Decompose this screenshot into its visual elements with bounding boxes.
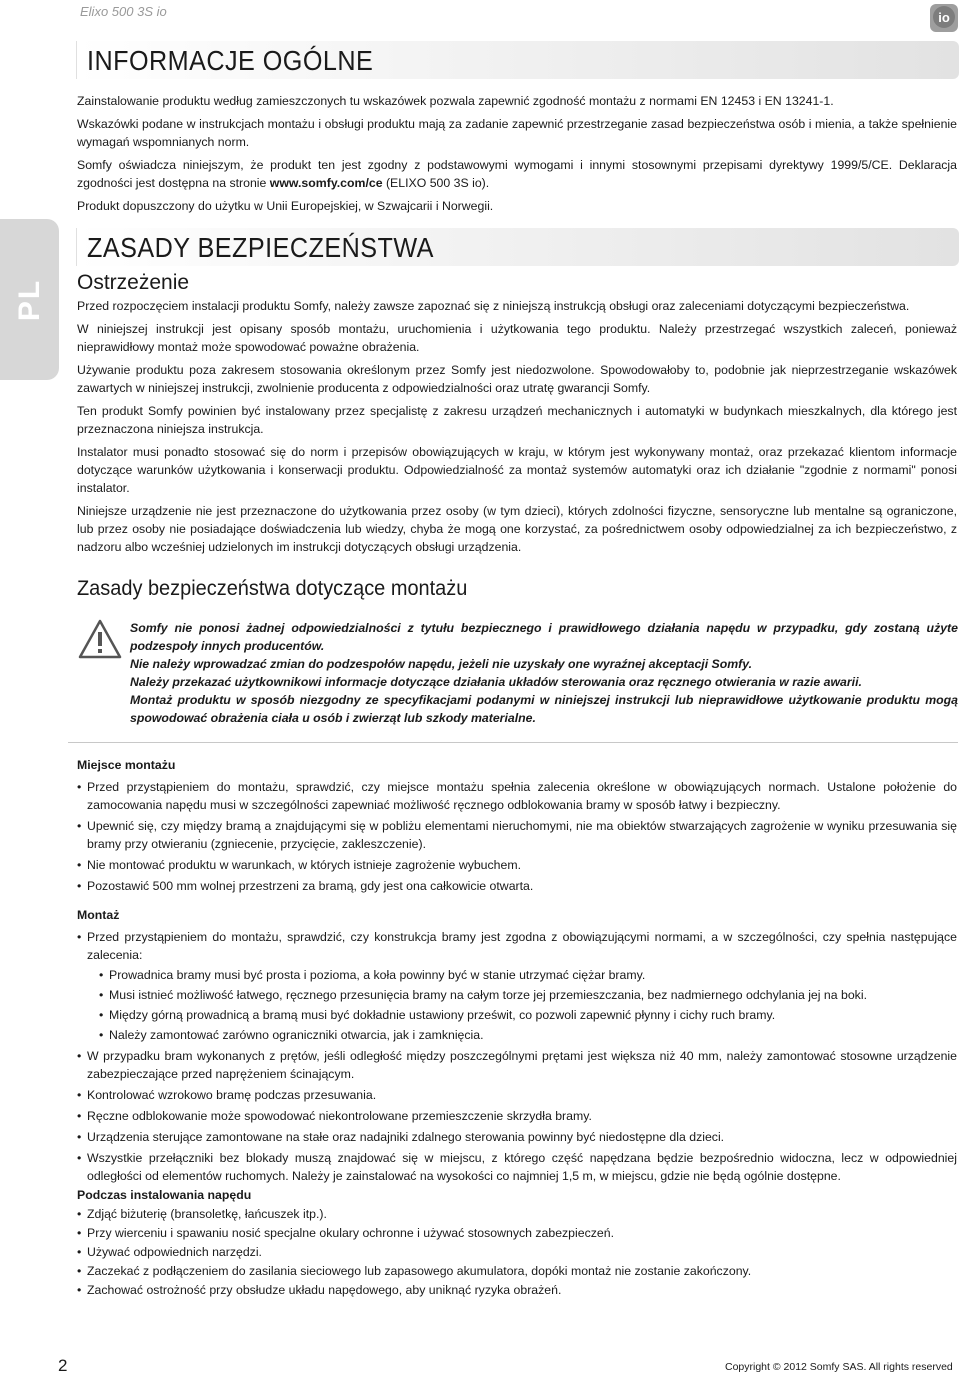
general-info-p2: Wskazówki podane w instrukcjach montażu i obsługi produktu mają za zadanie zapewnić przestrzeganie zasad bezpieczeństwa osób i mienia, a także spełnienie wymagań wspomnianych norm. — [77, 117, 957, 149]
montaz-title: Montaż — [77, 908, 120, 922]
general-info-p1: Zainstalowanie produktu według zamieszczonych tu wskazówek pozwala zapewnić zgodność montażu z normami EN 12453 i EN 13241-1. — [77, 94, 834, 108]
page-number: 2 — [58, 1356, 68, 1375]
list-item: • Pozostawić 500 mm wolnej przestrzeni za bramą, gdy jest ona całkowicie otwarta. — [87, 877, 957, 895]
sub-list-item: • Należy zamontować zarówno ograniczniki otwarcia, jak i zamknięcia. — [109, 1026, 957, 1044]
list-item: • Nie montować produktu w warunkach, w których istnieje zagrożenie wybuchem. — [87, 856, 957, 874]
somfy-ce-link[interactable]: www.somfy.com/ce — [269, 176, 383, 190]
warning-triangle-icon — [77, 618, 123, 660]
list-item: • Wszystkie przełączniki bez blokady muszą znajdować się w miejscu, z którego część napędzana będzie bezpośrednio widoczna, lecz w odpowiedniej odległości od elementów ruchomych. Należy je zainstalować na wysokości co najmniej 1,5 m, w miejscu, gdzie nie będą ogólnie dostępne. — [87, 1149, 957, 1185]
language-tab-label: PL — [12, 278, 46, 321]
warning-heading: Ostrzeżenie — [77, 271, 190, 294]
list-item: • Upewnić się, czy między bramą a znajdującymi się w pobliżu elementami nieruchomymi, nie ma obiektów stwarzających zagrożenie w wyniku przesuwania się bramy przy otwieraniu (zgniecenie, przycięcie, zakleszczenie). — [87, 817, 957, 853]
safety-paragraph: Niniejsze urządzenie nie jest przeznaczone do użytkowania przez osoby (w tym dzieci), których zdolności fizyczne, sensoryczne lub mentalne są ograniczone, lub przez osoby nie posiadające doświadczenia lub wiedzy, chyba że mogą one korzystać, za pośrednictwem osoby odpowiedzialnej za ich bezpieczeństwo, z nadzoru albo wcześniej udzielonych im instrukcji dotyczących obsługi urządzenia. — [77, 504, 957, 554]
safety-block — [77, 271, 957, 561]
mounting-heading-block — [77, 577, 957, 600]
list-item: • Urządzenia sterujące zamontowane na stałe oraz nadajniki zdalnego sterowania powinny być niedostępne dla dzieci. — [87, 1128, 957, 1146]
list-item: • Przed przystąpieniem do montażu, sprawdzić, czy konstrukcja bramy jest zgodna z obowiązującymi normami, a w szczególności, czy spełnia następujące zalecenia: • Prowadnica bramy musi być prosta i pozioma, a koła powinny być w stanie utrzymać ciężar bramy. • Musi istnieć możliwość łatwego, ręcznego przesunięcia bramy na całym torze jej przemieszczania, bez nadmiernego odchylania jej na boki. • Między górną prowadnicą a bramą musi być dokładnie ustawiony prześwit, co pozwoli zapewnić płynny i cichy ruch bramy. • Należy zamontować zarówno ograniczniki otwarcia, jak i zamknięcia. — [87, 928, 957, 1044]
mounting-warning-line: Należy przekazać użytkownikowi informacje dotyczące działania układów sterowania oraz ręcznego otwierania w razie awarii. — [130, 675, 862, 689]
podczas-block — [77, 1186, 957, 1302]
safety-paragraph: W niniejszej instrukcji jest opisany sposób montażu, uruchomienia i użytkowania tego produktu. Należy przestrzegać wszystkich zaleceń, ponieważ nieprawidłowy montaż może spowodować poważne obrażenia. — [77, 322, 957, 354]
header-product-title: Elixo 500 3S io — [80, 4, 167, 19]
list-item: • Zdjąć biżuterię (bransoletkę, łańcuszek itp.). — [87, 1205, 957, 1223]
list-item: • Przed przystąpieniem do montażu, sprawdzić, czy miejsce montażu spełnia zalecenia określone w obowiązujących normach. Ustalone położenie do zamocowania napędu musi w szczególności zapewniać możliwość ręcznego odblokowania bramy w sposób łatwy i bezpieczny. — [87, 778, 957, 814]
safety-paragraph: Używanie produktu poza zakresem stosowania określonym przez Somfy jest niedozwolone. Spowodowałoby to, podobnie jak nieprzestrzeganie wskazówek zawartych w niniejszej instrukcji, zwolnienie producenta z odpowiedzialności oraz utratę gwarancji Somfy. — [77, 363, 957, 395]
mounting-warning-line: Somfy nie ponosi żadnej odpowiedzialności z tytułu bezpiecznego i prawidłowego działania napędu w przypadku, gdy zostaną użyte podzespoły innych producentów. — [130, 621, 958, 653]
list-item: • Kontrolować wzrokowo bramę podczas przesuwania. — [87, 1086, 957, 1104]
list-item: • Używać odpowiednich narzędzi. — [87, 1243, 957, 1261]
miejsce-title: Miejsce montażu — [77, 758, 176, 772]
mounting-warning-line: Montaż produktu w sposób niezgodny ze specyfikacjami podanymi w niniejszej instrukcji lub nieprawidłowe użytkowanie produktu mogą spowodować obrażenia ciała u osób i zwierząt lub szkody materialne. — [130, 693, 958, 725]
mounting-warning-line: Nie należy wprowadzać zmian do podzespołów napędu, jeżeli nie uzyskały one wyraźnej akceptacji Somfy. — [130, 657, 753, 671]
list-item: • W przypadku bram wykonanych z prętów, jeśli odległość między poszczególnymi prętami jest większa niż 40 mm, należy zamontować stosowne urządzenie zabezpieczające przed naprężeniem ścinającym. — [87, 1047, 957, 1083]
sub-list-item: • Prowadnica bramy musi być prosta i pozioma, a koła powinny być w stanie utrzymać ciężar bramy. — [109, 966, 957, 984]
section-band-zasady — [76, 228, 959, 266]
io-logo-icon — [929, 3, 959, 33]
language-tab — [0, 219, 59, 380]
list-item: • Przy wierceniu i spawaniu nosić specjalne okulary ochronne i używać stosownych zabezpieczeń. — [87, 1224, 957, 1242]
safety-paragraph: Przed rozpoczęciem instalacji produktu Somfy, należy zawsze zapoznać się z niniejszą instrukcją obsługi oraz zaleceniami dotyczącymi bezpieczeństwa. — [77, 299, 910, 313]
safety-paragraph: Instalator musi ponadto stosować się do norm i przepisów obowiązujących w kraju, w którym jest wykonywany montaż, oraz przekazać klientom informacje dotyczące warunków użytkowania i konserwacji produktu. Odpowiedzialność za montaż systemów automatyki oraz ich działanie "zgodnie z normami" ponosi instalator. — [77, 445, 957, 495]
safety-paragraph: Ten produkt Somfy powinien być instalowany przez specjalistę z zakresu urządzeń mechanicznych i automatyki w budynkach mieszkalnych, dla którego jest przeznaczona niniejsza instrukcja. — [77, 404, 957, 436]
mounting-warnings — [130, 619, 958, 727]
section-title-zasady: ZASADY BEZPIECZEŃSTWA — [87, 232, 434, 263]
general-info-p3: Somfy oświadcza niniejszym, że produkt ten jest zgodny z podstawowymi wymogami i innymi stosownymi przepisami dyrektywy 1999/5/CE. Deklaracja zgodności jest dostępna na stronie www.somfy.com/ce (ELIXO 500 3S io). — [77, 158, 957, 190]
general-info-block — [77, 92, 957, 220]
io-logo-text: io — [938, 10, 950, 25]
sub-list-item: • Między górną prowadnicą a bramą musi być dokładnie ustawiony prześwit, co pozwoli zapewnić płynny i cichy ruch bramy. — [109, 1006, 957, 1024]
general-info-p4: Produkt dopuszczony do użytku w Unii Europejskiej, w Szwajcarii i Norwegii. — [77, 199, 494, 213]
list-item: • Zaczekać z podłączeniem do zasilania sieciowego lub zapasowego akumulatora, dopóki montaż nie zostanie zakończony. — [87, 1262, 957, 1280]
mounting-safety-heading: Zasady bezpieczeństwa dotyczące montażu — [77, 577, 468, 600]
miejsce-block — [77, 756, 957, 898]
list-item: • Zachować ostrożność przy obsłudze układu napędowego, aby uniknąć ryzyka obrażeń. — [87, 1281, 957, 1299]
copyright: Copyright © 2012 Somfy SAS. All rights reserved — [725, 1361, 953, 1373]
section-band-informacje — [76, 41, 959, 79]
podczas-title: Podczas instalowania napędu — [77, 1188, 252, 1202]
divider — [68, 742, 958, 743]
section-title-informacje: INFORMACJE OGÓLNE — [87, 45, 374, 76]
list-item: • Ręczne odblokowanie może spowodować niekontrolowane przemieszczenie skrzydła bramy. — [87, 1107, 957, 1125]
sub-list-item: • Musi istnieć możliwość łatwego, ręcznego przesunięcia bramy na całym torze jej przemieszczania, bez nadmiernego odchylania jej na boki. — [109, 986, 957, 1004]
montaz-block — [77, 906, 957, 1188]
